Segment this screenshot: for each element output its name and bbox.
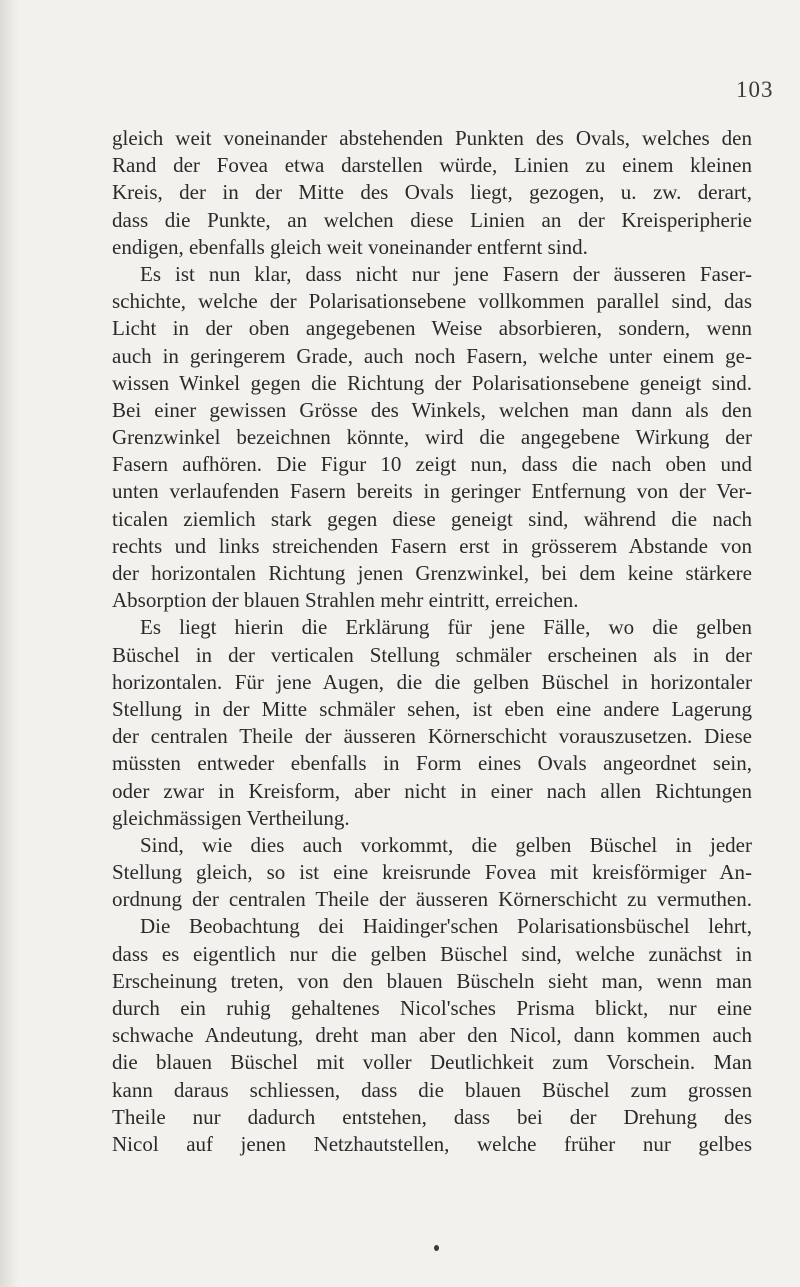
text-line: Fasern aufhören. Die Figur 10 zeigt nun, dass die nach oben und: [112, 452, 752, 477]
text-line: schichte, welche der Polarisationsebene vollkommen parallel sind, das: [112, 289, 752, 314]
text-line: ordnung der centralen Theile der äusseren Körnerschicht zu vermuthen.: [112, 887, 752, 912]
text-line: Sind, wie dies auch vorkommt, die gelben Büschel in jeder: [140, 832, 752, 857]
text-line: wissen Winkel gegen die Richtung der Polarisationsebene geneigt sind.: [112, 370, 752, 395]
text-line: der horizontalen Richtung jenen Grenzwinkel, bei dem keine stärkere: [112, 561, 752, 585]
page-edge-shadow: [0, 0, 18, 1287]
text-line: die blauen Büschel mit voller Deutlichkeit zum Vorschein. Man: [112, 1050, 752, 1075]
text-line: oder zwar in Kreisform, aber nicht in einer nach allen Richtungen: [112, 778, 752, 803]
text-line: Bei einer gewissen Grösse des Winkels, welchen man dann als den: [112, 397, 752, 422]
text-line: Nicol auf jenen Netzhautstellen, welche früher nur gelbes: [112, 1131, 752, 1156]
text-line: Büschel in der verticalen Stellung schmäler erscheinen als in der: [112, 642, 752, 667]
text-line: kann daraus schliessen, dass die blauen Büschel zum grossen: [112, 1077, 752, 1102]
text-line: müssten entweder ebenfalls in Form eines Ovals angeordnet sein,: [112, 751, 752, 776]
text-line: Kreis, der in der Mitte des Ovals liegt, gezogen, u. zw. derart,: [112, 180, 752, 205]
text-line: Licht in der oben angegebenen Weise absorbieren, sondern, wenn: [112, 316, 752, 341]
page-number: 103: [736, 77, 774, 102]
text-line: Es liegt hierin die Erklärung für jene Fälle, wo die gelben: [140, 615, 752, 640]
text-line: Grenzwinkel bezeichnen könnte, wird die angegebene Wirkung der: [112, 425, 752, 450]
text-line: unten verlaufenden Fasern bereits in geringer Entfernung von der Ver-: [112, 479, 752, 504]
text-line: Stellung in der Mitte schmäler sehen, ist eben eine andere Lagerung: [112, 696, 752, 721]
text-line: Theile nur dadurch entstehen, dass bei der Drehung des: [112, 1104, 752, 1129]
text-line: Es ist nun klar, dass nicht nur jene Fasern der äusseren Faser-: [140, 261, 752, 286]
text-line: endigen, ebenfalls gleich weit voneinander entfernt sind.: [112, 234, 588, 259]
text-line: Rand der Fovea etwa darstellen würde, Linien zu einem kleinen: [112, 153, 752, 178]
text-line: dass es eigentlich nur die gelben Büschel sind, welche zunächst in: [112, 941, 752, 966]
text-line: gleich weit voneinander abstehenden Punkten des Ovals, welches den: [112, 126, 752, 150]
text-line: horizontalen. Für jene Augen, die die gelben Büschel in horizontaler: [112, 669, 752, 694]
text-line: Erscheinung treten, von den blauen Büscheln sieht man, wenn man: [112, 968, 752, 993]
text-line: der centralen Theile der äusseren Körnerschicht vorauszusetzen. Diese: [112, 724, 752, 749]
text-line: auch in geringerem Grade, auch noch Fasern, welche unter einem ge-: [112, 343, 752, 368]
text-line: gleichmässigen Vertheilung.: [112, 805, 350, 830]
text-line: durch ein ruhig gehaltenes Nicol'sches Prisma blickt, nur eine: [112, 996, 752, 1020]
body-text: [112, 125, 752, 1158]
text-line: ticalen ziemlich stark gegen diese geneigt sind, während die nach: [112, 506, 752, 531]
print-speck: [434, 1245, 439, 1251]
text-line: schwache Andeutung, dreht man aber den Nicol, dann kommen auch: [112, 1023, 752, 1048]
text-line: Stellung gleich, so ist eine kreisrunde Fovea mit kreisförmiger An-: [112, 860, 752, 885]
text-line: Die Beobachtung dei Haidinger'schen Polarisationsbüschel lehrt,: [140, 914, 752, 939]
text-line: Absorption der blauen Strahlen mehr eintritt, erreichen.: [112, 588, 579, 613]
text-line: dass die Punkte, an welchen diese Linien an der Kreisperipherie: [112, 207, 752, 232]
text-line: rechts und links streichenden Fasern erst in grösserem Abstande von: [112, 533, 752, 558]
